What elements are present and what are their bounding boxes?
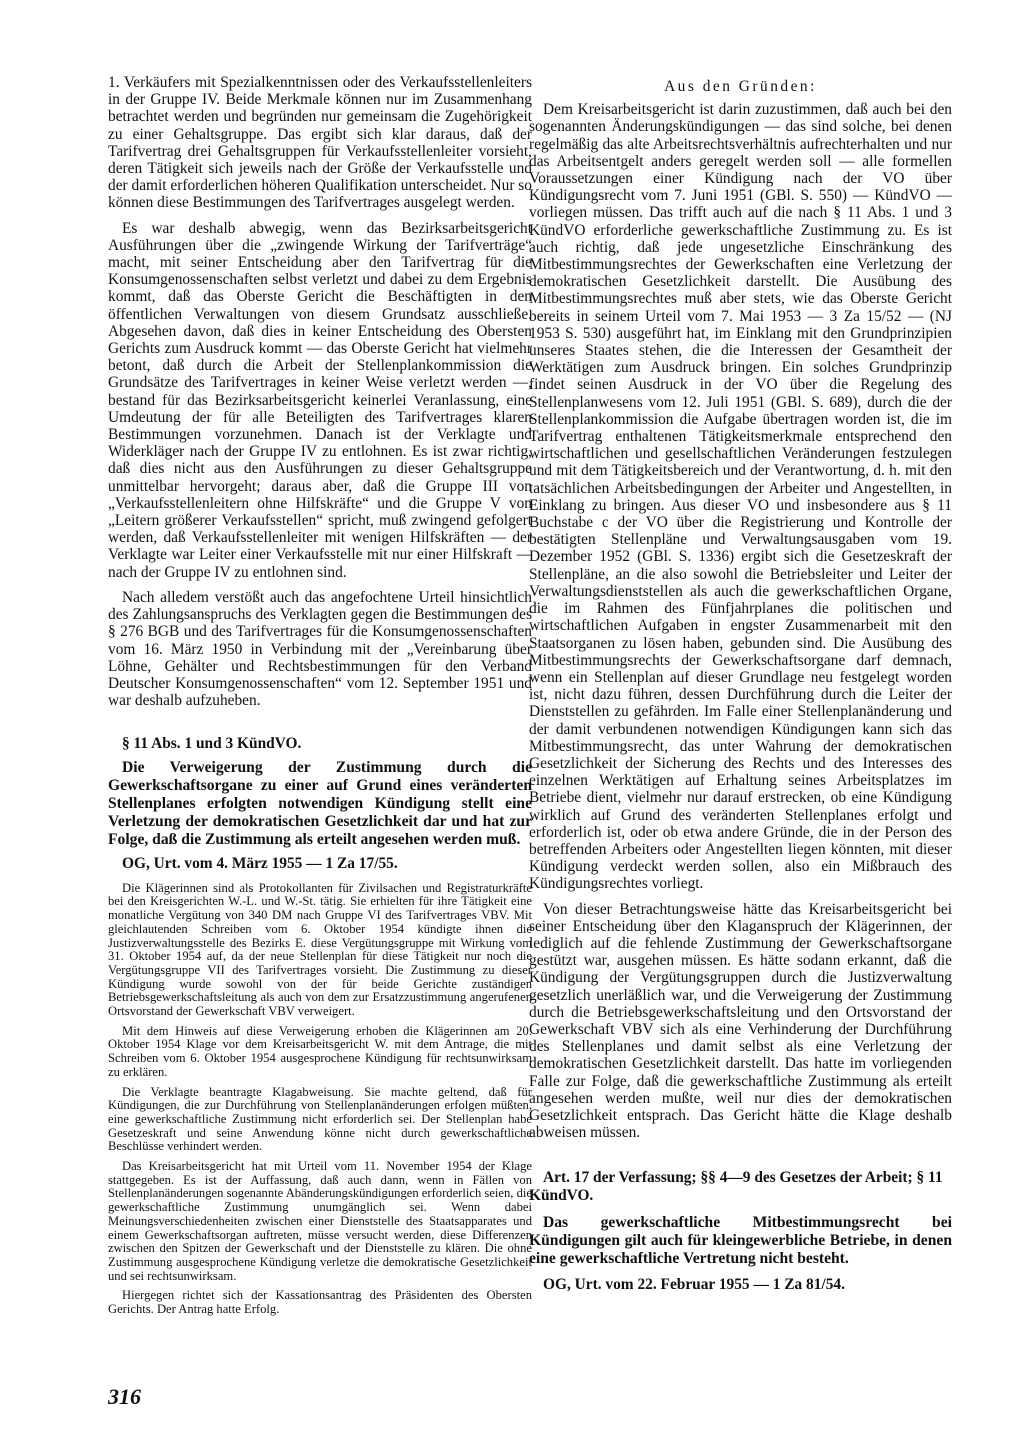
facts-paragraph: Das Kreisarbeitsgericht hat mit Urteil vom 11. November 1954 der Klage stattgegeben. Es ist der Auffassung, daß auch dann, wenn in Fällen von Stellenplanänderungen sogenannte Abänderungskündigungen erforderlich seien, die gewerkschaftliche Zustimmung unumgänglich sei. Wenn dabei Meinungsverschiedenheiten zwischen einer Dienststelle des Staatsapparates und einem Gewerkschaftsorgan auftreten, müsse versucht werden, diese Differenzen zwischen den Spitzen der Gewerkschaft und der Dienststelle zu klären. Die ohne Zustimmung ausgesprochene Kündigung verletze die demokratische Gesetzlichkeit und sei rechtsunwirksam. (108, 1159, 532, 1283)
right-column (529, 74, 952, 1303)
body-paragraph: Es war deshalb abwegig, wenn das Bezirksarbeitsgericht Ausführungen über die „zwingende Wirkung der Tarifverträge“ macht, mit seiner Entscheidung aber den Tarifvertrag für die Konsumgenossenschaften selbst verletzt und dabei zu dem Ergebnis kommt, daß das Oberste Gericht die Beschäftigten in den öffentlichen Verwaltungen von diesem Grundsatz ausschließe. Abgesehen davon, daß dies in keiner Entscheidung des Obersten Gerichts zum Ausdruck kommt — das Oberste Gericht hat vielmehr betont, daß durch die Arbeit der Stellenplankommission die Grundsätze des Tarifvertrages in keiner Weise verletzt werden —, bestand für das Bezirksarbeitsgericht keinerlei Veranlassung, eine Umdeutung der für alle Beteiligten des Tarifvertrages klaren Bestimmungen vorzunehmen. Danach ist der Verklagte und Widerkläger nach der Gruppe IV zu entlohnen. Es ist zwar richtig, daß dies nicht aus den Ausführungen zu dieser Gehaltsgruppe unmittelbar hervorgeht; daraus aber, daß die Gruppe III von „Verkaufsstellenleitern ohne Hilfskräfte“ und die Gruppe V von „Leitern größerer Verkaufsstellen“ spricht, muß zwingend gefolgert werden, daß Verkaufsstellenleiter mit wenigen Hilfskräften — der Verklagte war Leiter einer Verkaufsstelle mit nur einer Hilfskraft — nach der Gruppe IV zu entlohnen sind. (108, 219, 532, 581)
body-paragraph: Dem Kreisarbeitsgericht ist darin zuzustimmen, daß auch bei den sogenannten Änderungskündigungen — das sind solche, bei denen regelmäßig das alte Arbeitsrechtsverhältnis aufrechterhalten und nur das Arbeitsentgelt anders geregelt werden soll — alle formellen Voraussetzungen einer Kündigung nach der VO über Kündigungsrecht vom 7. Juni 1951 (GBl. S. 550) — KündVO — vorliegen müssen. Das trifft auch auf die nach § 11 Abs. 1 und 3 KündVO erforderliche gewerkschaftliche Zustimmung zu. Es ist auch richtig, daß jede ungesetzliche Einschränkung des Mitbestimmungsrechtes der Gewerkschaften eine Verletzung der demokratischen Gesetzlichkeit darstellt. Die Ausübung des Mitbestimmungsrechtes muß aber stets, wie das Oberste Gericht bereits in seinem Urteil vom 7. Mai 1953 — 3 Za 15/52 — (NJ 1953 S. 530) ausgeführt hat, im Einklang mit den Grundprinzipien unseres Staates stehen, die die Interessen der Gesamtheit der Werktätigen zum Ausdruck bringen. Ein solches Grundprinzip findet seinen Ausdruck in der VO über die Regelung des Stellenplanwesens vom 12. Juli 1951 (GBl. S. 689), durch die der Stellenplankommission die Aufgabe übertragen worden ist, die im Tarifvertrag enthaltenen Tätigkeitsmerkmale entsprechend den wirtschaftlichen und gesellschaftlichen Veränderungen festzulegen und mit dem Tätigkeitsbereich und der Verantwortung, d. h. mit den tatsächlichen Arbeitsbedingungen der Arbeiter und Angestellten, in Einklang zu bringen. Aus dieser VO und insbesondere aus § 11 Buchstabe c der VO über die Registrierung und Kontrolle der bestätigten Stellenpläne und Verwaltungsausgaben vom 19. Dezember 1952 (GBl. S. 1336) ergibt sich die Gesetzeskraft der Stellenpläne, an die also sowohl die Betriebsleiter und Leiter der Verwaltungsdienststellen als auch die gewerkschaftlichen Organe, die im Rahmen des Fünfjahrplanes die politischen und wirtschaftlichen Aufgaben in engster Zusammenarbeit mit den Staatsorganen zu lösen haben, gebunden sind. Die Ausübung des Mitbestimmungsrechts der Gewerkschaftsorgane darf demnach, wenn ein Stellenplan auf dieser Grundlage neu festgelegt worden ist, nicht dazu führen, dessen Durchführung durch die Leiter der Dienststellen zu gefährden. Im Falle einer Stellenplanänderung und der damit verbundenen notwendigen Kündigungen kann sich das Mitbestimmungsrecht, das unter Wahrung der demokratischen Gesetzlichkeit der Sicherung des Rechts und des Interesses des einzelnen Werktätigen auf Erhaltung seines Arbeitsplatzes im Betriebe dient, vielmehr nur darauf erstrecken, ob eine Kündigung wirklich auf Grund des veränderten Stellenplanes erfolgt und erforderlich ist, oder ob etwa andere Gründe, die in der Person des betreffenden Arbeiters oder Angestellten liegen könnten, mit dieser Kündigung verdeckt werden sollen, also ein Mißbrauch des Kündigungsrechtes vorliegt. (529, 101, 952, 893)
headnote: Die Verweigerung der Zustimmung durch die Gewerkschaftsorgane zu einer auf Grund eines veränderten Stellenplanes erfolgten notwendigen Kündigung stellt eine Verletzung der demokratischen Gesetzlichkeit dar und hat zur Folge, daß die Zustimmung als erteilt angesehen werden muß. (108, 758, 532, 848)
facts-paragraph: Die Verklagte beantragte Klagabweisung. Sie machte geltend, daß für Kündigungen, die zur Durchführung von Stellenplanänderungen erfolgen müßten, eine gewerkschaftliche Zustimmung nicht erforderlich sei. Der Stellenplan habe Gesetzeskraft und seine Anwendung könne nicht durch gewerkschaftliche Beschlüsse verhindert werden. (108, 1084, 532, 1154)
left-column (108, 74, 532, 1323)
page-number: 316 (108, 1384, 141, 1409)
section-heading: Aus den Gründen: (664, 78, 817, 95)
body-paragraph: Nach alledem verstößt auch das angefochtene Urteil hinsichtlich des Zahlungsanspruchs des Verklagten gegen die Bestimmungen des § 276 BGB und des Tarifvertrages für die Konsumgenossenschaften vom 16. März 1950 in Verbindung mit der „Vereinbarung über Löhne, Gehälter und Rechtsbestimmungen für den Verband Deutscher Konsumgenossenschaften“ vom 12. September 1951 und war deshalb aufzuheben. (108, 588, 532, 710)
court-citation: OG, Urt. vom 22. Februar 1955 — 1 Za 81/54. (543, 1275, 845, 1293)
legal-reference: § 11 Abs. 1 und 3 KündVO. (122, 735, 302, 753)
body-paragraph: 1. Verkäufers mit Spezialkenntnissen oder des Verkaufsstellenleiters in der Gruppe IV. Beide Merkmale können nur im Zusammenhang betrachtet werden und begründen nur gemeinsam die Zugehörigkeit zu einer Gehaltsgruppe. Das ergibt sich klar daraus, daß der Tarifvertrag drei Gehaltsgruppen für Verkaufsstellenleiter vorsieht, deren Tätigkeit sich jeweils nach der Größe der Verkaufsstelle und der damit erforderlichen höheren Qualifikation unterscheidet. Nur so können diese Bestimmungen des Tarifvertrages ausgelegt werden. (108, 74, 532, 212)
court-citation: OG, Urt. vom 4. März 1955 — 1 Za 17/55. (122, 854, 398, 872)
facts-paragraph: Mit dem Hinweis auf diese Verweigerung erhoben die Klägerinnen am 20. Oktober 1954 Klage vor dem Kreisarbeitsgericht W. mit dem Antrage, die mit Schreiben vom 6. Oktober 1954 ausgesprochene Kündigung für rechtsunwirksam zu erklären. (108, 1023, 532, 1079)
facts-paragraph: Hiergegen richtet sich der Kassationsantrag des Präsidenten des Obersten Gerichts. Der Antrag hatte Erfolg. (108, 1288, 532, 1317)
body-paragraph: Von dieser Betrachtungsweise hätte das Kreisarbeitsgericht bei seiner Entscheidung über den Klaganspruch der Klägerinnen, der lediglich auf die fehlende Zustimmung der Gewerkschaftsorgane gestützt war, ausgehen müssen. Es hätte sodann erkannt, daß die Kündigung der Vergütungsgruppen durch die Justizverwaltung gesetzlich unerläßlich war, und die Verweigerung der Zustimmung durch die Betriebsgewerkschaftsleitung und den Ortsvorstand der Gewerkschaft VBV sich als eine Verhinderung der Durchführung des Stellenplanes und damit selbst als eine Verletzung der demokratischen Gesetzlichkeit darstellt. Das hatte im vorliegenden Falle zur Folge, daß die gewerkschaftliche Zustimmung als erteilt angesehen werden mußte, weil nur dies der demokratischen Gesetzlichkeit entsprach. Das Gericht hätte die Klage deshalb abweisen müssen. (529, 900, 952, 1142)
headnote: Das gewerkschaftliche Mitbestimmungsrecht bei Kündigungen gilt auch für kleingewerbliche Betriebe, in denen eine gewerkschaftliche Vertretung nicht besteht. (529, 1213, 952, 1267)
legal-reference: Art. 17 der Verfassung; §§ 4—9 des Gesetzes der Arbeit; § 11 KündVO. (529, 1169, 943, 1204)
facts-paragraph: Die Klägerinnen sind als Protokollanten für Zivilsachen und Registraturkräfte bei den Kreisgerichten W.-L. und W.-St. tätig. Sie erhielten für ihre Tätigkeit eine monatliche Vergütung von 340 DM nach Gruppe VI des Tarifvertrages VBV. Mit gleichlautenden Schreiben vom 6. Oktober 1954 kündigte ihnen die Justizverwaltungsstelle des Bezirks E. diese Vergütungsgruppe mit Wirkung vom 31. Oktober 1954 auf, da der neue Stellenplan für diese Tätigkeit nur noch die Vergütungsgruppe VII des Tarifvertrages vorsieht. Die Zustimmung zu dieser Kündigung wurde sowohl von der für beide Gerichte zuständigen Betriebsgewerkschaftsleitung als auch von dem zur Ersatzzustimmung angerufenen Ortsvorstand der Gewerkschaft VBV verweigert. (108, 880, 532, 1019)
